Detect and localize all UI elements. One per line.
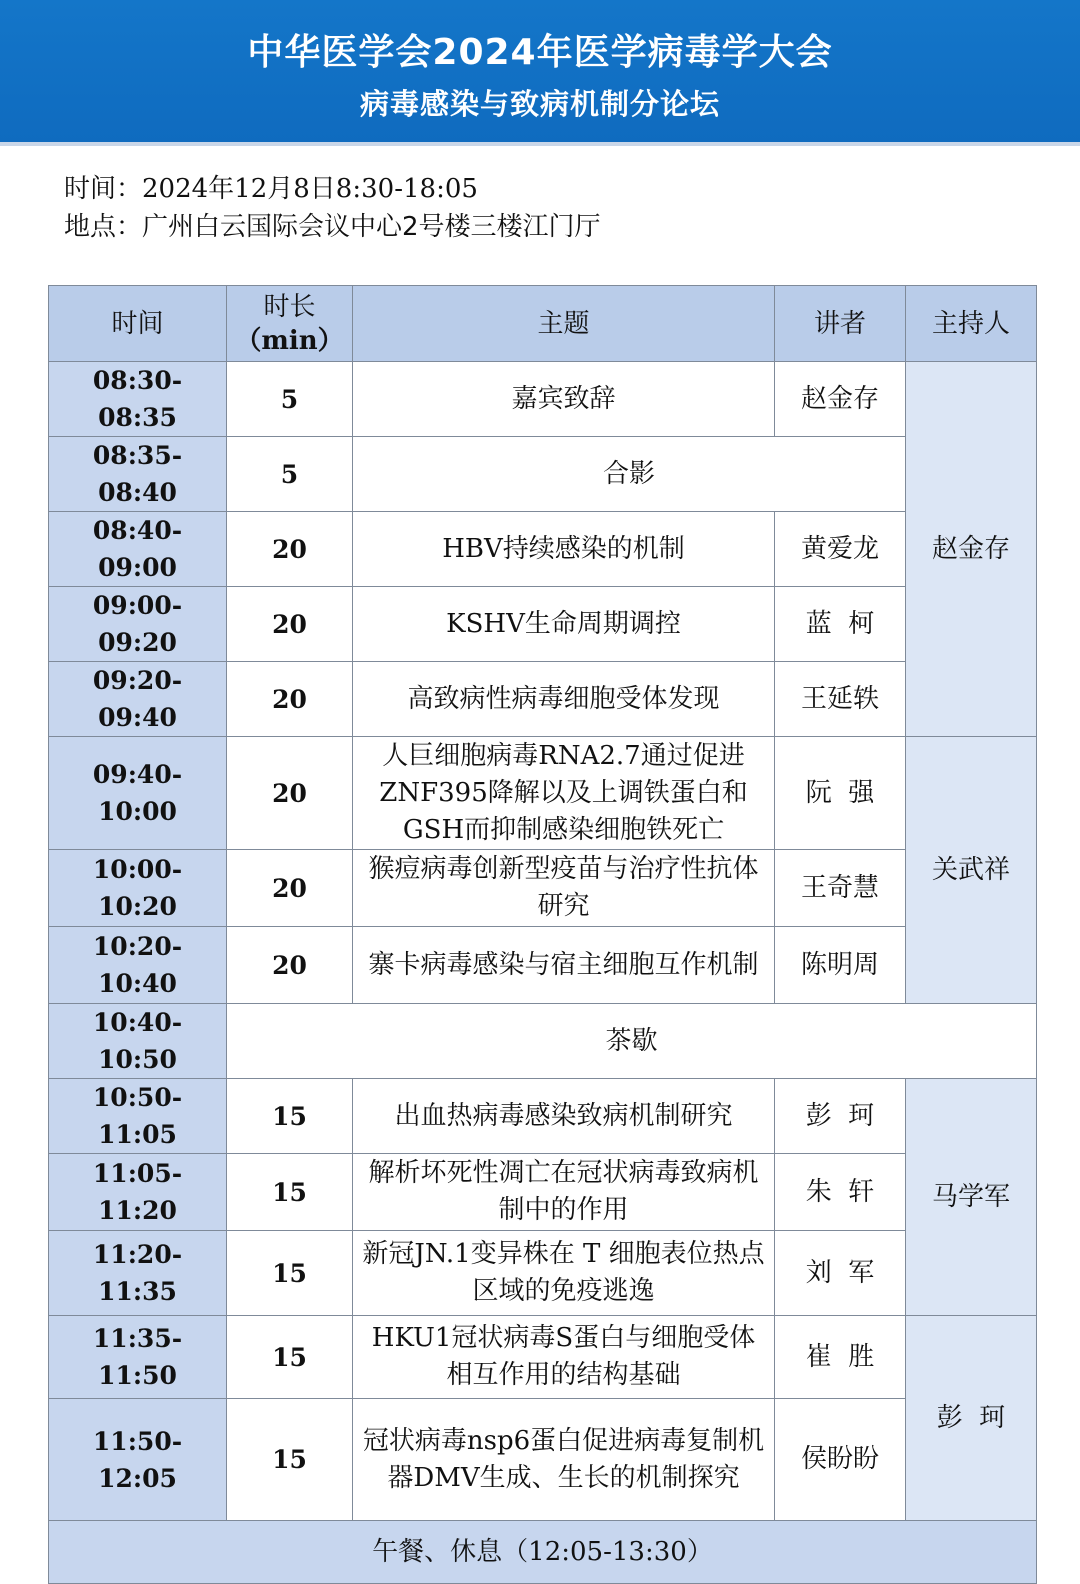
- row-topic: KSHV生命周期调控: [353, 587, 775, 662]
- header-duration-line1: 时长: [263, 291, 316, 322]
- host-cell: 彭 珂: [906, 1316, 1037, 1521]
- row-time: 08:35-08:40: [49, 437, 227, 512]
- table-row: [49, 927, 1037, 1004]
- row-time: 11:20-11:35: [49, 1231, 227, 1316]
- tea-break: 茶歇: [227, 1004, 1037, 1079]
- row-topic: 嘉宾致辞: [353, 362, 775, 437]
- row-time: 11:50-12:05: [49, 1399, 227, 1521]
- row-duration: 15: [227, 1316, 353, 1399]
- row-duration: 20: [227, 927, 353, 1004]
- break-row: [49, 1004, 1037, 1079]
- event-time: [64, 168, 478, 205]
- row-speaker: 侯盼盼: [775, 1399, 906, 1521]
- row-speaker: 黄爱龙: [775, 512, 906, 587]
- table-row: [49, 1316, 1037, 1399]
- header-speaker: 讲者: [775, 286, 906, 362]
- lunch-row: [49, 1521, 1037, 1584]
- row-time: 10:40-10:50: [49, 1004, 227, 1079]
- row-speaker: 朱 轩: [775, 1154, 906, 1231]
- row-duration: 15: [227, 1154, 353, 1231]
- row-speaker: 阮 强: [775, 737, 906, 850]
- time-label: 时间：: [64, 174, 143, 204]
- table-row: [49, 362, 1037, 437]
- row-speaker: 崔 胜: [775, 1316, 906, 1399]
- table-row: [49, 1154, 1037, 1231]
- row-topic: 猴痘病毒创新型疫苗与治疗性抗体研究: [353, 850, 775, 927]
- place-value: 广州白云国际会议中心2号楼三楼江门厅: [142, 212, 601, 242]
- table-header-row: [49, 286, 1037, 362]
- row-time: 10:20-10:40: [49, 927, 227, 1004]
- row-time: 11:35-11:50: [49, 1316, 227, 1399]
- row-time: 09:40-10:00: [49, 737, 227, 850]
- row-duration: 20: [227, 850, 353, 927]
- row-topic: 解析坏死性凋亡在冠状病毒致病机制中的作用: [353, 1154, 775, 1231]
- header-duration: [227, 286, 353, 362]
- row-duration: 20: [227, 662, 353, 737]
- row-speaker: 王延轶: [775, 662, 906, 737]
- table-row: [49, 662, 1037, 737]
- row-topic: 高致病性病毒细胞受体发现: [353, 662, 775, 737]
- row-duration: 20: [227, 737, 353, 850]
- row-time: 09:20-09:40: [49, 662, 227, 737]
- table-row: [49, 850, 1037, 927]
- table-row: [49, 1399, 1037, 1521]
- row-time: 10:50-11:05: [49, 1079, 227, 1154]
- row-duration: 15: [227, 1079, 353, 1154]
- row-speaker: 赵金存: [775, 362, 906, 437]
- row-topic: 合影: [353, 437, 906, 512]
- lunch-break: 午餐、休息（12:05-13:30）: [49, 1521, 1037, 1584]
- header-time: 时间: [49, 286, 227, 362]
- schedule-table: [48, 285, 1037, 1584]
- table-row: [49, 512, 1037, 587]
- header-host: 主持人: [906, 286, 1037, 362]
- row-topic: 寨卡病毒感染与宿主细胞互作机制: [353, 927, 775, 1004]
- row-duration: 5: [227, 362, 353, 437]
- host-cell: 马学军: [906, 1079, 1037, 1316]
- row-speaker: 刘 军: [775, 1231, 906, 1316]
- row-duration: 15: [227, 1231, 353, 1316]
- table-row: [49, 587, 1037, 662]
- row-topic: 新冠JN.1变异株在 T 细胞表位热点区域的免疫逃逸: [353, 1231, 775, 1316]
- row-time: 08:30-08:35: [49, 362, 227, 437]
- table-row: [49, 1231, 1037, 1316]
- row-duration: 20: [227, 512, 353, 587]
- header-duration-line2: （min）: [235, 325, 344, 356]
- forum-subtitle: 病毒感染与致病机制分论坛: [359, 87, 720, 121]
- row-topic: HBV持续感染的机制: [353, 512, 775, 587]
- row-duration: 15: [227, 1399, 353, 1521]
- row-time: 11:05-11:20: [49, 1154, 227, 1231]
- header-divider: [0, 142, 1080, 146]
- row-speaker: 蓝 柯: [775, 587, 906, 662]
- row-time: 09:00-09:20: [49, 587, 227, 662]
- row-topic: 冠状病毒nsp6蛋白促进病毒复制机器DMV生成、生长的机制探究: [353, 1399, 775, 1521]
- row-topic: 人巨细胞病毒RNA2.7通过促进ZNF395降解以及上调铁蛋白和GSH而抑制感染细胞铁死亡: [353, 737, 775, 850]
- row-time: 10:00-10:20: [49, 850, 227, 927]
- conference-title: 中华医学会2024年医学病毒学大会: [247, 32, 833, 73]
- row-topic: 出血热病毒感染致病机制研究: [353, 1079, 775, 1154]
- place-label: 地点：: [64, 212, 143, 242]
- row-speaker: 陈明周: [775, 927, 906, 1004]
- host-cell: 关武祥: [906, 737, 1037, 1004]
- table-row: [49, 437, 1037, 512]
- row-topic: HKU1冠状病毒S蛋白与细胞受体相互作用的结构基础: [353, 1316, 775, 1399]
- row-speaker: 彭 珂: [775, 1079, 906, 1154]
- header-topic: 主题: [353, 286, 775, 362]
- table-row: [49, 1079, 1037, 1154]
- host-cell: 赵金存: [906, 362, 1037, 737]
- row-speaker: 王奇慧: [775, 850, 906, 927]
- header-banner: [0, 0, 1080, 142]
- time-value: 2024年12月8日8:30-18:05: [142, 174, 478, 204]
- row-time: 08:40-09:00: [49, 512, 227, 587]
- table-row: [49, 737, 1037, 850]
- row-duration: 5: [227, 437, 353, 512]
- row-duration: 20: [227, 587, 353, 662]
- event-place: [64, 206, 601, 243]
